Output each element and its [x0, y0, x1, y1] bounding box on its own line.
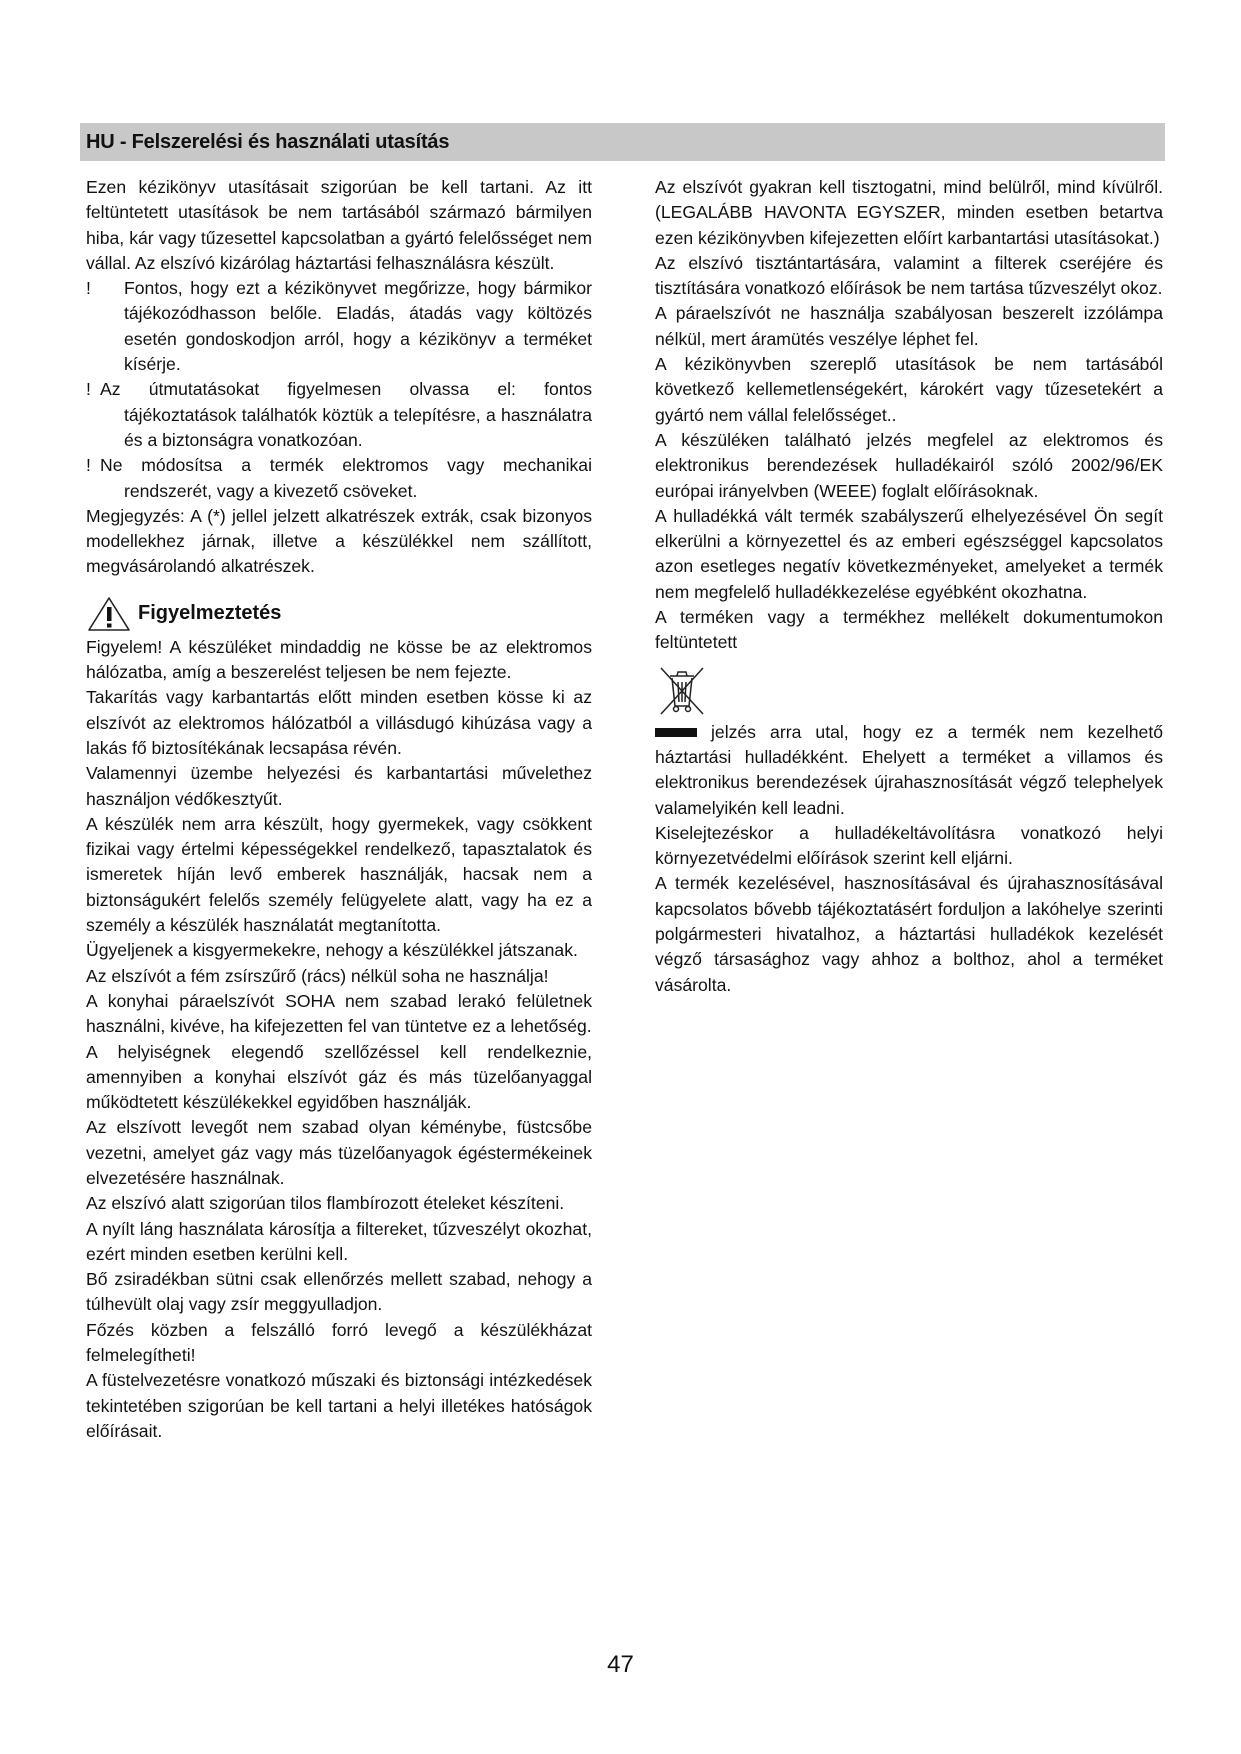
- warning-paragraph: A konyhai páraelszívót SOHA nem szabad lerakó felületnek használni, kivéve, ha kifejezetten fel van tüntetve ez a lehetőség.: [86, 990, 592, 1037]
- warning-paragraph: A helyiségnek elegendő szellőzéssel kell rendelkeznie, amennyiben a konyhai elszívót gáz és más tüzelőanyaggal működtetett készülékekkel egyidőben használják.: [86, 1041, 592, 1113]
- section-header: [80, 123, 1165, 161]
- warning-paragraph: Az elszívót a fém zsírszűrő (rács) nélkül soha ne használja!: [86, 965, 549, 986]
- right-column: [655, 175, 1163, 998]
- page-title: HU - Felszerelési és használati utasítás: [86, 131, 450, 153]
- left-column: [86, 175, 592, 1444]
- note-paragraph: Megjegyzés: A (*) jellel jelzett alkatrészek extrák, csak bizonyos modellekhez járnak, illetve a készülékkel nem szállított, megvásárolandó alkatrészek.: [86, 505, 592, 577]
- warning-triangle-icon: [86, 595, 132, 633]
- notice-item: [86, 377, 592, 453]
- maintenance-paragraph: Az elszívó tisztántartására, valamint a filterek cseréjére és tisztítására vonatkozó előírások be nem tartása tűzveszélyt okoz.: [655, 252, 1163, 299]
- notice-text: útmutatásokat figyelmesen olvassa el: fontos tájékoztatások találhatók köztük a telepítésre, a használatra és a biztonságra vonatkozóan.: [124, 379, 593, 450]
- disposal-paragraph: Kiselejtezéskor a hulladékeltávolításra vonatkozó helyi környezetvédelmi előírások szerint kell eljárni.: [655, 822, 1163, 869]
- exclamation-mark: !: [86, 455, 91, 476]
- warning-heading: [86, 595, 592, 633]
- page-number: 47: [607, 1651, 634, 1678]
- weee-paragraph: A készüléken található jelzés megfelel az elektromos és elektronikus berendezések hulladékairól szóló 2002/96/EK európai irányelvben (WEEE) foglalt előírásoknak.: [655, 429, 1163, 501]
- notice-item: [86, 453, 592, 504]
- exclamation-mark: !: [86, 379, 91, 400]
- warning-title: Figyelmeztetés: [138, 602, 282, 625]
- warning-paragraph: Bő zsiradékban sütni csak ellenőrzés mellett szabad, nehogy a túlhevült olaj vagy zsír meggyulladjon.: [86, 1269, 592, 1315]
- maintenance-paragraph: A páraelszívót ne használja szabályosan beszerelt izzólámpa nélkül, mert áramütés veszélye léphet fel.: [655, 303, 1163, 349]
- notice-item: [86, 276, 592, 377]
- exclamation-mark: !: [86, 278, 91, 299]
- weee-marking-text: jelzés arra utal, hogy ez a termék nem kezelhető háztartási hulladékként. Ehelyett a terméket a villamos és elektronikus berendezések újrahasznosítását végző telephelyek valamelyikén kell leadni.: [655, 721, 1163, 818]
- weee-paragraph: A hulladékká vált termék szabályszerű elhelyezésével Ön segít elkerülni a környezettel és az emberi egészséggel kapcsolatos azon esetleges negatív következményeket, amelyeket a termék nem megfelelő hulladékkezelése egyébként okozhatna.: [655, 505, 1163, 602]
- warning-paragraph: Valamennyi üzembe helyezési és karbantartási művelethez használjon védőkesztyűt.: [86, 763, 592, 809]
- warning-paragraph: Ügyeljenek a kisgyermekekre, nehogy a készülékkel játszanak.: [86, 940, 578, 961]
- warning-paragraph: Az elszívó alatt szigorúan tilos flambírozott ételeket készíteni.: [86, 1193, 565, 1214]
- warning-paragraph: Takarítás vagy karbantartás előtt minden esetben kösse ki az elszívót az elektromos hálózatból a villásdugó kihúzása vagy a lakás fő biztosítékának lecsapása révén.: [86, 687, 592, 758]
- warning-paragraph: Figyelem! A készüléket mindaddig ne kösse be az elektromos hálózatba, amíg a beszerelést teljesen be nem fejezte.: [86, 636, 592, 683]
- black-bar-symbol: [655, 728, 697, 737]
- intro-paragraph: Ezen kézikönyv utasításait szigorúan be kell tartani. Az itt feltüntetett utasítások be nem tartásából származó bármilyen hiba, kár vagy tűzesettel kapcsolatban a gyártó felelősséget nem vállal. Az elszívó kizárólag háztartási felhasználásra készült.: [86, 177, 592, 273]
- notice-lead-word: Az: [100, 379, 121, 400]
- warning-paragraph: Az elszívott levegőt nem szabad olyan kéménybe, füstcsőbe vezetni, amelyet gáz vagy más tüzelőanyagok égéstermékeinek elvezetésére használnak.: [86, 1117, 592, 1188]
- crossed-bin-icon: [655, 662, 709, 718]
- warning-paragraph: A nyílt láng használata károsítja a filtereket, tűzveszélyt okozhat, ezért minden esetben kerülni kell.: [86, 1218, 592, 1264]
- notice-text: módosítsa a termék elektromos vagy mechanikai rendszerét, vagy a kivezető csöveket.: [124, 455, 592, 501]
- warning-paragraph: A készülék nem arra készült, hogy gyermekek, vagy csökkent fizikai vagy értelmi képességekkel rendelkező, tapasztalatok és ismeretek híján levő emberek használják, hacsak nem a biztonságukért felelős személy felügyelete alatt, vagy ha ez a személy a készülék használatát megtanította.: [86, 813, 592, 936]
- disposal-paragraph: A termék kezelésével, hasznosításával és újrahasznosításával kapcsolatos bővebb tájékoztatásért forduljon a lakóhelye szerinti polgármesteri hivatalhoz, a háztartási hulladékok kezelését végző társasághoz vagy ahhoz a bolthoz, ahol a terméket vásárolta.: [655, 873, 1163, 995]
- weee-paragraph: A terméken vagy a termékhez mellékelt dokumentumokon feltüntetett: [655, 607, 1163, 653]
- notice-lead-word: Ne: [100, 455, 123, 476]
- maintenance-paragraph: A kézikönyvben szereplő utasítások be nem tartásából következő kellemetlenségekért, károkért vagy tűzesetekért a gyártó nem vállal felelősséget..: [655, 354, 1163, 425]
- notice-text: Fontos, hogy ezt a kézikönyvet megőrizze, hogy bármikor tájékozódhasson belőle. Eladás, átadás vagy költözés esetén gondoskodjon arról, hogy a kézikönyv a terméket kísérje.: [124, 278, 592, 375]
- warning-paragraph: Főzés közben a felszálló forró levegő a készülékházat felmelegítheti!: [86, 1319, 592, 1366]
- weee-marking-paragraph: [655, 720, 1163, 821]
- maintenance-paragraph: Az elszívót gyakran kell tisztogatni, mind belülről, mind kívülről. (LEGALÁBB HAVONTA EGYSZER, minden esetben betartva ezen kézikönyvben kifejezetten előírt karbantartási utasításokat.): [655, 177, 1163, 248]
- warning-paragraph: A füstelvezetésre vonatkozó műszaki és biztonsági intézkedések tekintetében szigorúan be kell tartani a helyi illetékes hatóságok előírásait.: [86, 1370, 592, 1441]
